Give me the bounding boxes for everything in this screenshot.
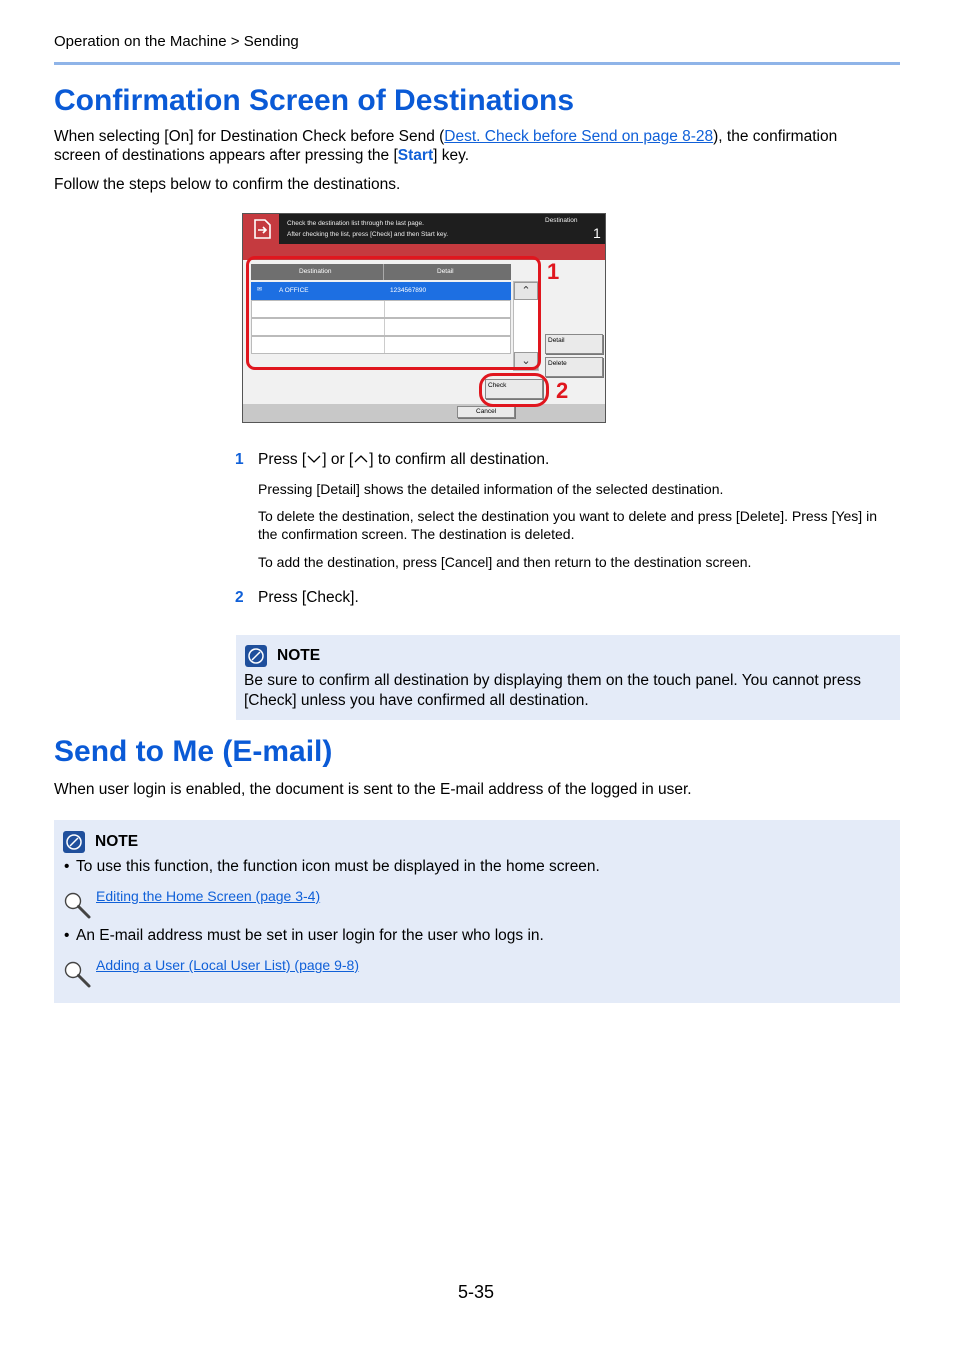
scroll-up-button[interactable]: ⌃ [514, 282, 538, 300]
callout-number-2: 2 [556, 378, 569, 403]
note-box-2 [54, 820, 900, 1003]
note-icon [63, 831, 85, 853]
note-box-1 [236, 635, 900, 720]
row-destination: A OFFICE [279, 287, 309, 294]
intro-paragraph [54, 127, 900, 165]
col-detail: Detail [437, 268, 454, 275]
step-2-text: Press [Check]. [258, 589, 359, 606]
col-destination: Destination [299, 268, 332, 275]
panel-message-line2: After checking the list, press [Check] and then Start key. [287, 231, 449, 238]
note-text: Be sure to confirm all destination by displaying them on the touch panel. You cannot press [Check] unless you have confirmed all destination. [244, 672, 861, 709]
note-title: NOTE [95, 833, 139, 850]
breadcrumb: Operation on the Machine > Sending [54, 33, 299, 50]
editing-home-screen-link[interactable]: Editing the Home Screen (page 3-4) [96, 888, 321, 904]
magnifier-icon [62, 959, 92, 989]
step-1-sub-cancel: To add the destination, press [Cancel] and then return to the destination screen. [258, 554, 752, 570]
intro-text: When selecting [On] for Destination Check before Send ( [54, 128, 445, 145]
note-icon [245, 645, 267, 667]
cancel-button[interactable]: Cancel [457, 406, 515, 418]
scroll-down-button[interactable]: ⌄ [514, 352, 538, 370]
send-document-icon [243, 214, 279, 244]
callout-check-highlight [479, 373, 549, 407]
note-bullet-2: An E-mail address must be set in user login for the user who logs in. [76, 927, 544, 944]
detail-button[interactable]: Detail [545, 334, 603, 354]
step-1-pre: Press [ [258, 451, 307, 468]
header-rule [54, 62, 900, 65]
intro-text-line2: screen of destinations appears after pressing the [ [54, 147, 398, 164]
follow-steps-text: Follow the steps below to confirm the destinations. [54, 176, 401, 193]
step-number-2: 2 [235, 589, 244, 606]
destination-count-label: Destination [545, 217, 578, 224]
step-number-1: 1 [235, 451, 244, 468]
section-title-send-to-me: Send to Me (E-mail) [54, 735, 333, 768]
intro-text-post: ), the confirmation [713, 128, 838, 145]
bullet-icon: • [64, 858, 70, 875]
destination-count: 1 [593, 225, 601, 241]
panel-footer [243, 404, 605, 422]
step-1-text [258, 451, 549, 469]
delete-button[interactable]: Delete [545, 357, 603, 377]
check-button[interactable]: Check [485, 379, 543, 399]
chevron-down-icon [306, 451, 322, 469]
page-number: 5-35 [458, 1282, 495, 1302]
bullet-icon: • [64, 927, 70, 944]
start-key-label: Start [397, 147, 434, 164]
section-title-confirmation: Confirmation Screen of Destinations [54, 84, 575, 117]
step-1-sub-delete: To delete the destination, select the destination you want to delete and press [Delete]. Press [Yes] in the confirmation screen. The destination is deleted. [258, 508, 877, 542]
step-1-sub-detail: Pressing [Detail] shows the detailed information of the selected destination. [258, 481, 724, 497]
callout-list-highlight [246, 256, 541, 370]
note-bullet-1: To use this function, the function icon must be displayed in the home screen. [76, 858, 600, 875]
step-1-mid: ] or [ [322, 451, 354, 468]
panel-message-line1: Check the destination list through the last page. [287, 220, 424, 227]
dest-check-link[interactable]: Dest. Check before Send on page 8-28 [444, 128, 714, 145]
row-detail: 1234567890 [390, 287, 427, 294]
chevron-up-icon [353, 451, 369, 469]
callout-number-1: 1 [547, 259, 560, 284]
intro-text-line2-post: ] key. [433, 147, 470, 164]
magnifier-icon [62, 890, 92, 920]
send-to-me-intro: When user login is enabled, the document is sent to the E-mail address of the logged in user. [54, 781, 692, 798]
note-title: NOTE [277, 647, 321, 664]
step-1-post: ] to confirm all destination. [369, 451, 550, 468]
adding-user-link[interactable]: Adding a User (Local User List) (page 9-8) [96, 957, 360, 973]
fax-icon: ✉ [257, 287, 263, 293]
